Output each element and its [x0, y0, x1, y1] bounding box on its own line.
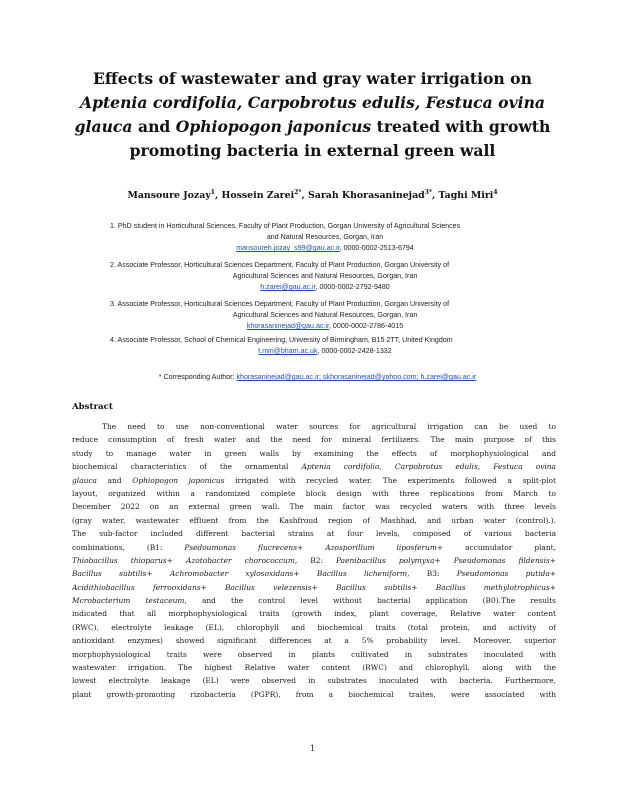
orcid: , 0000-0002-2786-4015	[328, 322, 404, 331]
title-text: treated with growth	[371, 117, 551, 136]
abstract-line: antioxidant enzymes) showed significant differences at a 5% probability level. Moreover, superior	[72, 636, 556, 646]
title-species: Ophiopogon japonicus	[175, 117, 372, 136]
author-name: , Hossein Zarei	[214, 190, 295, 202]
email-link[interactable]: t.miri@bham.ac.uk	[258, 347, 318, 356]
species-name: Thiobacillus thioparus+ Azotobacter chorococcum	[72, 555, 295, 565]
species-name: glauca	[72, 475, 97, 485]
affiliation-2	[110, 260, 540, 294]
abstract-line: lowest electrolyte leakage (EL) were observed in substrates inoculated with bacteria. Furthermore,	[72, 676, 556, 686]
abstract-line: (RWC), electrolyte leakage (EL), chlorophyll and biochemical traits (total protein, and activity of	[72, 622, 556, 632]
abstract-line: wastewater irrigation. The highest Relative water content (RWC) and chlorophyll, along with the	[72, 663, 556, 673]
species-name: Bacillus subtilis+ Achromobacter xylosoxidans+ Bacillus licheniform	[72, 569, 408, 579]
abstract-line: (gray water, wastewater effluent from the Kashfroud region of Mashhad, and urban water (control).).	[72, 515, 556, 525]
abstract-line: reduce consumption of fresh water and the need for mineral fertilizers. The main purpose of this	[72, 435, 556, 445]
affiliation-text: and Natural Resources, Gorgan, Iran	[266, 233, 384, 242]
title-species: Aptenia cordifolia, Carpobrotus edulis, Festuca ovina	[79, 93, 546, 112]
affiliation-text: 4. Associate Professor, School of Chemical Engineering, University of Birmingham, B15 2TT, United Kingdom	[110, 336, 453, 344]
affiliation-text: Agricultural Sciences and Natural Resources, Gorgan, Iran	[232, 272, 418, 281]
abstract-line: study to manage water in green walls by examining the effects of morphophysiological and	[72, 448, 556, 458]
author-name: , Sarah Khorasaninejad	[301, 190, 425, 202]
title-line: promoting bacteria in external green wall	[129, 141, 496, 160]
abstract-heading: Abstract	[72, 402, 113, 412]
corresponding-label: * Corresponding Author:	[158, 373, 237, 381]
corresponding-author	[70, 372, 565, 383]
affiliation-text: Agricultural Sciences and Natural Resources, Gorgan, Iran	[232, 311, 418, 320]
title-species: glauca	[74, 117, 133, 136]
email-link[interactable]: skhorasaninejad@yahoo.com	[322, 373, 417, 381]
species-name: Paenibacillus polymyxa+ Pseudomonas fildensis+	[336, 555, 556, 565]
species-name: Ophiopogon japonicus	[132, 475, 225, 485]
email-link[interactable]: h.zarei@gau.ac.ir	[260, 283, 316, 292]
species-name: Pseudomonas putida+	[456, 569, 556, 579]
title-line: Effects of wastewater and gray water irrigation on	[93, 69, 532, 88]
abstract-line	[72, 594, 556, 607]
species-name: Acidithiobacillus ferrooxidans+ Bacillus velezensis+ Bacillus subtilis+ Bacillus methylotrophicus+	[72, 582, 556, 592]
abstract-line: morphophysiological traits were observed in plants cultivated in substrates inoculated with	[72, 649, 556, 659]
author-affil-mark: 2*	[294, 189, 302, 196]
email-separator: ;	[319, 373, 323, 381]
email-link[interactable]: mansoureh.jozay_s99@gau.ac.ir	[236, 244, 340, 253]
affiliation-1	[110, 221, 540, 255]
abstract-body	[72, 420, 556, 701]
email-link[interactable]: khorasaninejad@gau.ac.ir	[236, 373, 320, 381]
author-affil-mark: 1	[210, 189, 215, 196]
author-name: Mansoure Jozay	[127, 190, 211, 202]
affiliation-contact	[110, 243, 540, 254]
title-text: and	[132, 117, 176, 136]
abstract-text: and	[96, 475, 133, 485]
abstract-text: irrigated with recycled water. The experiments followed a split-plot	[224, 475, 556, 485]
email-link[interactable]: h.zarei@gau.ac.ir	[420, 373, 477, 381]
title-line	[70, 115, 555, 139]
orcid: , 0000-0002-2513-6794	[339, 244, 414, 253]
abstract-text: , B2:	[294, 555, 337, 565]
abstract-text: , and the control level without bacterial application (B0).The results	[184, 596, 556, 606]
abstract-line	[72, 474, 556, 487]
email-separator: ;	[416, 373, 421, 381]
affiliation-contact	[110, 346, 540, 357]
species-name: Aptenia cordifolia, Carpobrotus edulis, Festuca ovina	[301, 462, 556, 472]
affiliation-text: 3. Associate Professor, Horticultural Sciences Department, Faculty of Plant Production, Gorgan University of	[110, 300, 450, 308]
author-name: , Taghi Miri	[432, 190, 494, 202]
abstract-text: combinations, (B1:	[72, 542, 185, 552]
abstract-line	[72, 460, 556, 473]
title-line	[70, 91, 555, 115]
abstract-text: accumulator plant,	[443, 542, 556, 552]
author-list	[60, 186, 565, 203]
affiliation-4	[110, 335, 540, 357]
affiliation-contact	[110, 282, 540, 293]
species-name: Mcrobacterium testaceum	[72, 596, 185, 606]
affiliation-contact	[110, 321, 540, 332]
abstract-line: indicated that all morphophysiological traits (growth index, plant coverage, Relative water content	[72, 609, 556, 619]
paper-title	[70, 67, 555, 163]
species-name: Psedoumonas flucrecens+ Azosporillum liposferum+	[184, 542, 444, 552]
author-affil-mark: 3*	[424, 189, 433, 196]
email-link[interactable]: khorasaninejad@gau.ac.ir	[246, 322, 329, 331]
abstract-line: layout, organized within a randomized complete block design with three replications from March to	[72, 488, 556, 498]
abstract-text: , B3:	[407, 569, 457, 579]
affiliation-text: 1. PhD student in Horticultural Sciences, Faculty of Plant Production, Gorgan University of Agricultural Sciences	[110, 222, 461, 230]
affiliation-3	[110, 299, 540, 333]
abstract-line: The need to use non-conventional water sources for agricultural irrigation can be used to	[102, 422, 556, 431]
abstract-line	[72, 554, 556, 567]
abstract-line	[72, 567, 556, 580]
abstract-line	[72, 541, 556, 554]
orcid: , 0000-0002-2792-9480	[315, 283, 390, 292]
abstract-line: December 2022 on an external green wall. The main factor was recycled waters with three levels	[72, 502, 556, 512]
abstract-text: biochemical characteristics of the ornamental	[72, 462, 302, 472]
orcid: , 0000-0002-2428-1332	[317, 347, 392, 356]
author-affil-mark: 4	[493, 189, 498, 196]
abstract-line: plant growth-promoting rizobacteria (PGPR), from a biochemical traites, were associated with	[72, 689, 556, 699]
affiliation-text: 2. Associate Professor, Horticultural Sciences Department, Faculty of Plant Production, Gorgan University of	[110, 261, 450, 269]
page-number: 1	[309, 744, 316, 753]
abstract-line	[72, 581, 556, 594]
abstract-line: The sub-factor included different bacterial strains at four levels, composed of various bacteria	[72, 529, 556, 539]
